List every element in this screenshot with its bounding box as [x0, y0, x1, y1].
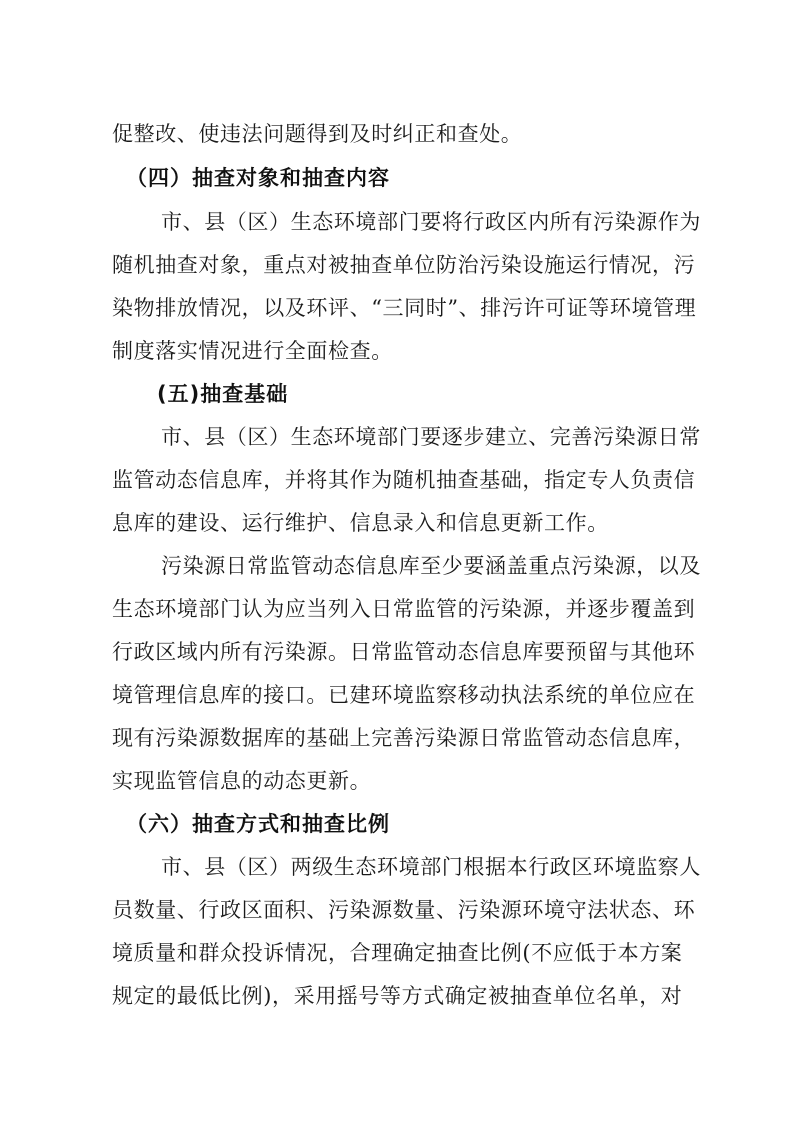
paragraph-line: 促整改、使违法问题得到及时纠正和查处。: [112, 122, 523, 146]
section-heading: （六）抽查方式和抽查比例: [126, 812, 390, 836]
paragraph-line: 随机抽查对象，重点对被抽查单位防治污染设施运行情况，污: [112, 253, 696, 277]
section-heading: （四）抽查对象和抽查内容: [126, 166, 390, 190]
paragraph-line: 境质量和群众投诉情况，合理确定抽查比例(不应低于本方案: [112, 941, 683, 965]
paragraph-line: 行政区域内所有污染源。日常监管动态信息库要预留与其他环: [112, 640, 696, 664]
paragraph-line: 规定的最低比例)，采用摇号等方式确定被抽查单位名单，对: [112, 984, 683, 1008]
paragraph-line: 污染源日常监管动态信息库至少要涵盖重点污染源，以及: [161, 554, 701, 578]
paragraph-line: 制度落实情况进行全面检查。: [112, 339, 393, 363]
paragraph-line: 市、县（区）生态环境部门要将行政区内所有污染源作为: [161, 210, 701, 234]
paragraph-line: 生态环境部门认为应当列入日常监管的污染源，并逐步覆盖到: [112, 597, 696, 621]
paragraph-line: 市、县（区）生态环境部门要逐步建立、完善污染源日常: [161, 425, 701, 449]
paragraph-line: 染物排放情况，以及环评、“三同时”、排污许可证等环境管理: [112, 296, 697, 320]
paragraph-line: 息库的建设、运行维护、信息录入和信息更新工作。: [112, 511, 609, 535]
paragraph-line: 市、县（区）两级生态环境部门根据本行政区环境监察人: [161, 855, 701, 879]
paragraph-line: 员数量、行政区面积、污染源数量、污染源环境守法状态、环: [112, 898, 696, 922]
paragraph-line: 现有污染源数据库的基础上完善污染源日常监管动态信息库，: [112, 726, 696, 750]
paragraph-line: 实现监管信息的动态更新。: [112, 769, 372, 793]
section-heading: (五)抽查基础: [157, 382, 289, 406]
paragraph-line: 监管动态信息库，并将其作为随机抽查基础，指定专人负责信: [112, 468, 696, 492]
paragraph-line: 境管理信息库的接口。已建环境监察移动执法系统的单位应在: [112, 683, 696, 707]
